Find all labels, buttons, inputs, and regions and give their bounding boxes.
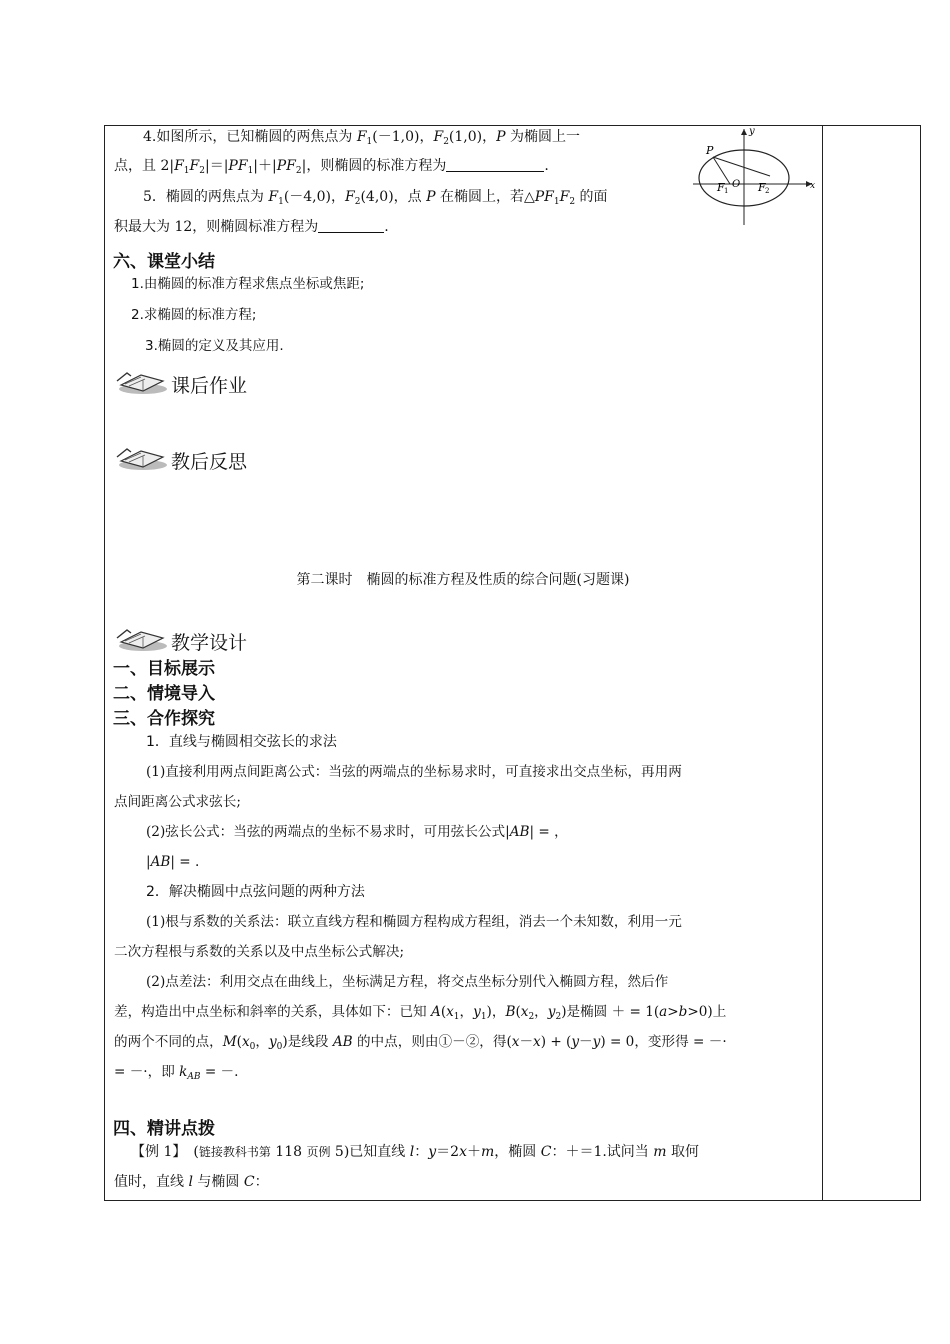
chord-method-2-line-2: |AB| = . (146, 854, 200, 870)
chord-method-2-line-1: (2)弦长公式：当弦的两端点的坐标不易求时，可用弦长公式|AB| = ， (146, 824, 568, 840)
svg-text:F: F (717, 181, 725, 194)
problem-4-line-1: 4.如图所示，已知椭圆的两焦点为 $F_1(-1,0)$，$F_2(1,0)$，P 为椭圆上一 (143, 129, 580, 147)
example-1-line-1: 【例 1】 (链接教科书第 118 页例 5)已知直线 l：y＝2x＋m，椭圆 C：＋＝1.试问当 m 取何 (131, 1144, 699, 1160)
chord-method-1-line-2: 点间距离公式求弦长; (114, 794, 241, 810)
problem-5-line-2: 积最大为 12，则椭圆标准方程为 . (114, 219, 389, 235)
svg-text:y: y (749, 126, 755, 137)
side-column-divider (822, 125, 823, 1201)
example-1-line-2: 值时，直线 l 与椭圆 C： (114, 1174, 269, 1190)
svg-text:P: P (706, 144, 714, 157)
midpoint-method-2-line-4: = －·，即 $k_{AB}$ = －. (114, 1064, 239, 1082)
section-3-heading: 三、合作探究 (113, 709, 215, 729)
section-4-heading: 四、精讲点拨 (113, 1119, 215, 1139)
section-2-heading: 二、情境导入 (113, 684, 215, 704)
book-icon (113, 624, 169, 654)
midpoint-method-2-line-2: 差，构造出中点坐标和斜率的关系，具体如下：已知 $A(x_1$，$y_1$)，$B(x_2$，$y_2$)是椭圆 ＋ = 1(a>b>0)上 (114, 1004, 727, 1022)
problem-5-line-1: 5．椭圆的两焦点为 $F_1(-4,0)$，$F_2(4,0)$，点 P 在椭圆上，若$\triangle PF_1F_2$ 的面 (143, 189, 608, 207)
ellipse-diagram (688, 125, 820, 229)
ellipse-figure (688, 125, 820, 233)
book-icon (113, 367, 169, 397)
svg-text:F: F (758, 181, 766, 194)
midpoint-method-1-line-2: 二次方程根与系数的关系以及中点坐标公式解决; (114, 944, 405, 960)
summary-item-2: 2.求椭圆的标准方程; (131, 307, 257, 323)
svg-text:O: O (732, 179, 741, 190)
summary-item-1: 1.由椭圆的标准方程求焦点坐标或焦距; (131, 276, 365, 292)
chord-title: 1．直线与椭圆相交弦长的求法 (146, 734, 337, 750)
answer-blank-4[interactable] (446, 158, 544, 172)
svg-text:2: 2 (765, 187, 770, 195)
problem-4-line-2: 点，且 $2|F_1F_2|=|PF_1|+|PF_2|$，则椭圆的标准方程为 . (114, 158, 549, 176)
book-icon (113, 443, 169, 473)
answer-blank-5[interactable] (318, 219, 384, 233)
chord-method-1-line-1: (1)直接利用两点间距离公式：当弦的两端点的坐标易求时，可直接求出交点坐标，再用两 (146, 764, 682, 780)
midpoint-method-2-line-1: (2)点差法：利用交点在曲线上，坐标满足方程，将交点坐标分别代入椭圆方程，然后作 (146, 974, 669, 990)
section-6-heading: 六、课堂小结 (113, 252, 215, 272)
section-1-heading: 一、目标展示 (113, 659, 215, 679)
summary-item-3: 3.椭圆的定义及其应用. (145, 338, 284, 354)
svg-text:x: x (810, 181, 816, 191)
midpoint-method-2-line-3: 的两个不同的点，$M(x_0$，$y_0$)是线段 AB 的中点，则由①－②，得(x－x) + (y－y) = 0，变形得 = －· (114, 1034, 727, 1052)
lesson-title: 第二课时 椭圆的标准方程及性质的综合问题(习题课) (296, 572, 630, 588)
midpoint-method-1-line-1: (1)根与系数的关系法：联立直线方程和椭圆方程构成方程组，消去一个未知数，利用一元 (146, 914, 682, 930)
midpoint-title: 2．解决椭圆中点弦问题的两种方法 (146, 884, 365, 900)
svg-text:1: 1 (724, 187, 729, 195)
